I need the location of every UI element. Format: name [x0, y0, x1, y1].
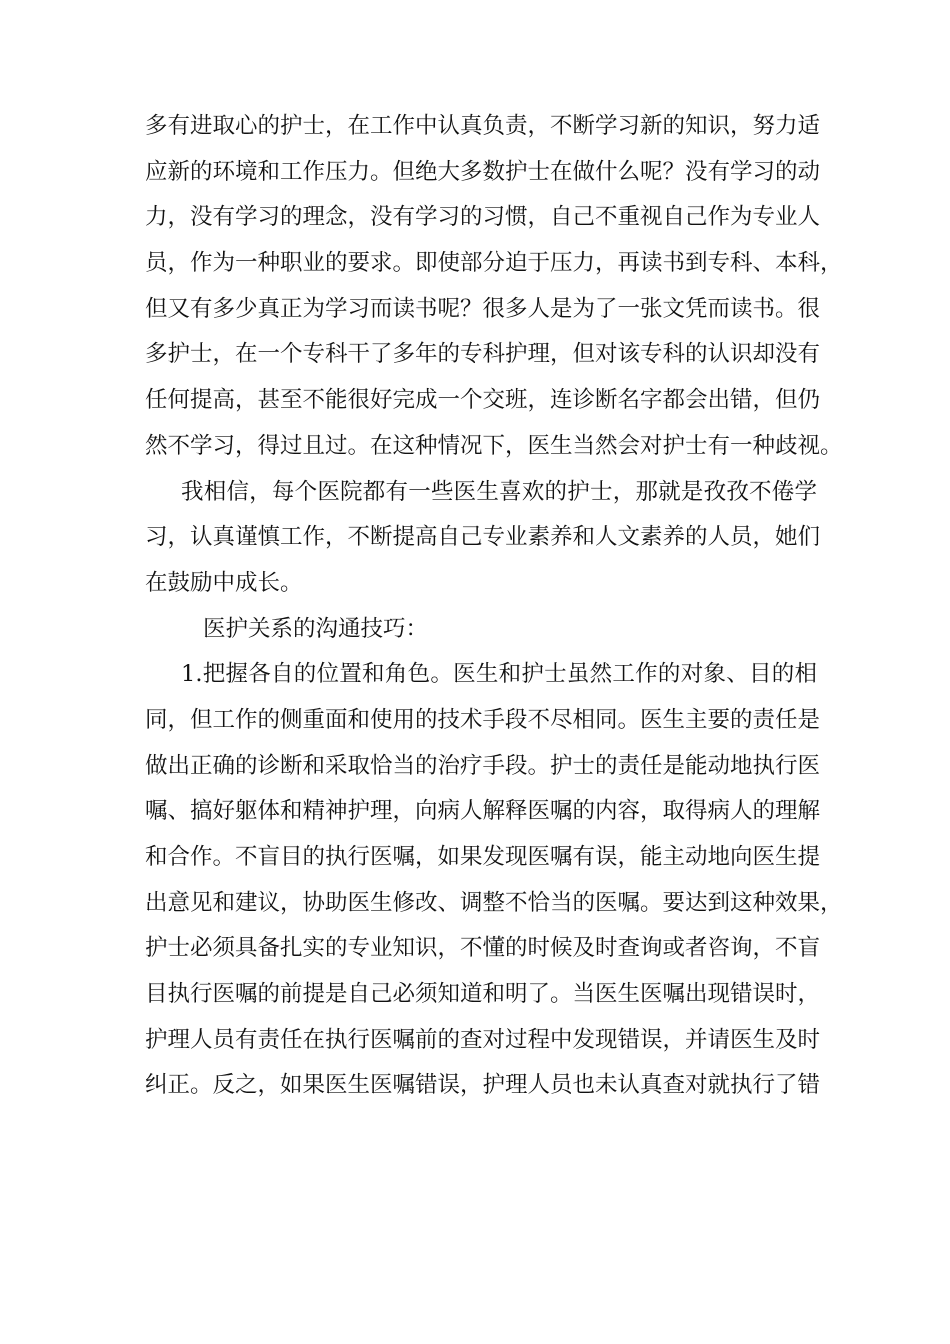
section-heading-text: 医护关系的沟通技巧： [203, 615, 429, 642]
text-line: 任何提高，甚至不能很好完成一个交班，连诊断名字都会出错，但仍 [145, 387, 821, 414]
text-line: 然不学习，得过且过。在这种情况下，医生当然会对护士有一种歧视。 [145, 432, 843, 459]
text-line: 力，没有学习的理念，没有学习的习惯，自己不重视自己作为专业人 [145, 204, 821, 231]
section-heading [145, 607, 817, 653]
text-line: 做出正确的诊断和采取恰当的治疗手段。护士的责任是能动地执行医 [145, 752, 821, 779]
text-line: 习，认真谨慎工作，不断提高自己专业素养和人文素养的人员，她们 [145, 524, 821, 551]
text-line: 1.把握各自的位置和角色。医生和护士虽然工作的对象、目的相 [181, 661, 817, 688]
text-line: 多护士，在一个专科干了多年的专科护理，但对该专科的认识却没有 [145, 341, 821, 368]
text-line: 护理人员有责任在执行医嘱前的查对过程中发现错误，并请医生及时 [145, 1026, 821, 1053]
paragraph-3 [145, 652, 843, 1109]
text-line: 出意见和建议，协助医生修改、调整不恰当的医嘱。要达到这种效果， [145, 889, 843, 916]
text-line: 嘱、搞好躯体和精神护理，向病人解释医嘱的内容，取得病人的理解 [145, 798, 821, 825]
paragraph-2 [145, 470, 821, 607]
text-line: 但又有多少真正为学习而读书呢？很多人是为了一张文凭而读书。很 [145, 295, 821, 322]
text-line: 应新的环境和工作压力。但绝大多数护士在做什么呢？没有学习的动 [145, 158, 821, 185]
text-line: 员，作为一种职业的要求。即使部分迫于压力，再读书到专科、本科， [145, 250, 843, 277]
text-line: 在鼓励中成长。 [145, 569, 303, 596]
text-line: 同，但工作的侧重面和使用的技术手段不尽相同。医生主要的责任是 [145, 706, 821, 733]
document-body [145, 104, 843, 1109]
text-line: 我相信，每个医院都有一些医生喜欢的护士，那就是孜孜不倦学 [181, 478, 817, 505]
text-line: 和合作。不盲目的执行医嘱，如果发现医嘱有误，能主动地向医生提 [145, 844, 821, 870]
text-line: 纠正。反之，如果医生医嘱错误，护理人员也未认真查对就执行了错 [145, 1072, 821, 1099]
text-line: 目执行医嘱的前提是自己必须知道和明了。当医生医嘱出现错误时， [145, 981, 821, 1008]
paragraph-1 [145, 104, 843, 470]
text-line: 护士必须具备扎实的专业知识，不懂的时候及时查询或者咨询，不盲 [145, 935, 821, 962]
text-line: 多有进取心的护士，在工作中认真负责，不断学习新的知识，努力适 [145, 113, 821, 139]
